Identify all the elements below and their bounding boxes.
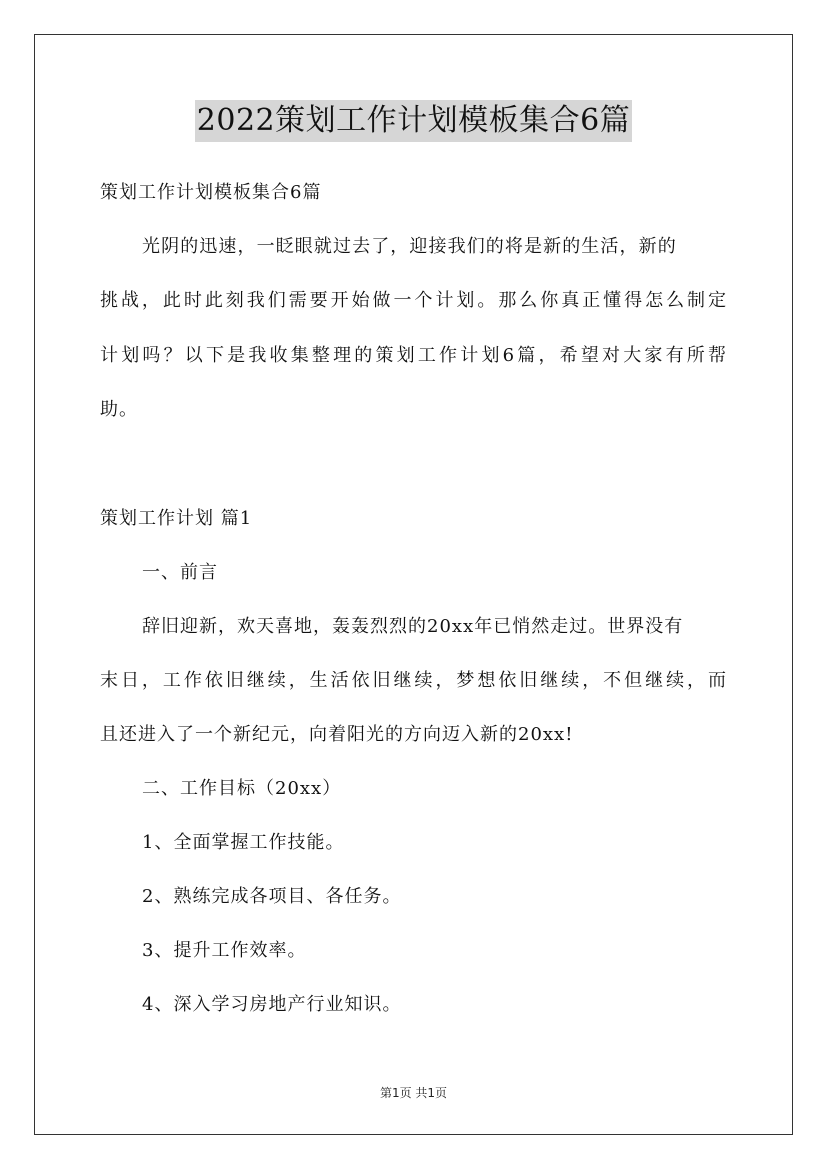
intro-line-4: 助。 xyxy=(100,399,138,420)
intro-line-1: 光阴的迅速，一眨眼就过去了，迎接我们的将是新的生活，新的 xyxy=(142,236,677,257)
preface-line-1: 辞旧迎新，欢天喜地，轰轰烈烈的20xx年已悄然走过。世界没有 xyxy=(142,616,684,637)
goal-item-3: 3、提升工作效率。 xyxy=(142,940,307,961)
intro-line-2: 挑战，此时此刻我们需要开始做一个计划。那么你真正懂得怎么制定 xyxy=(100,290,726,311)
subtitle: 策划工作计划模板集合6篇 xyxy=(100,182,322,203)
goal-item-1: 1、全面掌握工作技能。 xyxy=(142,832,345,853)
preface-heading: 一、前言 xyxy=(142,562,218,583)
document-title: 2022策划工作计划模板集合6篇 xyxy=(195,100,632,142)
goal-item-2: 2、熟练完成各项目、各任务。 xyxy=(142,886,402,907)
goal-item-4: 4、深入学习房地产行业知识。 xyxy=(142,994,402,1015)
intro-line-3: 计划吗？以下是我收集整理的策划工作计划6篇，希望对大家有所帮 xyxy=(100,345,726,366)
section-heading: 策划工作计划 篇1 xyxy=(100,508,253,529)
preface-line-2: 末日，工作依旧继续，生活依旧继续，梦想依旧继续，不但继续，而 xyxy=(100,670,726,691)
preface-line-3: 且还进入了一个新纪元，向着阳光的方向迈入新的20xx! xyxy=(100,724,574,745)
title-container xyxy=(0,100,827,142)
page-number: 第1页 共1页 xyxy=(379,1086,448,1100)
goals-heading: 二、工作目标（20xx） xyxy=(142,778,342,799)
